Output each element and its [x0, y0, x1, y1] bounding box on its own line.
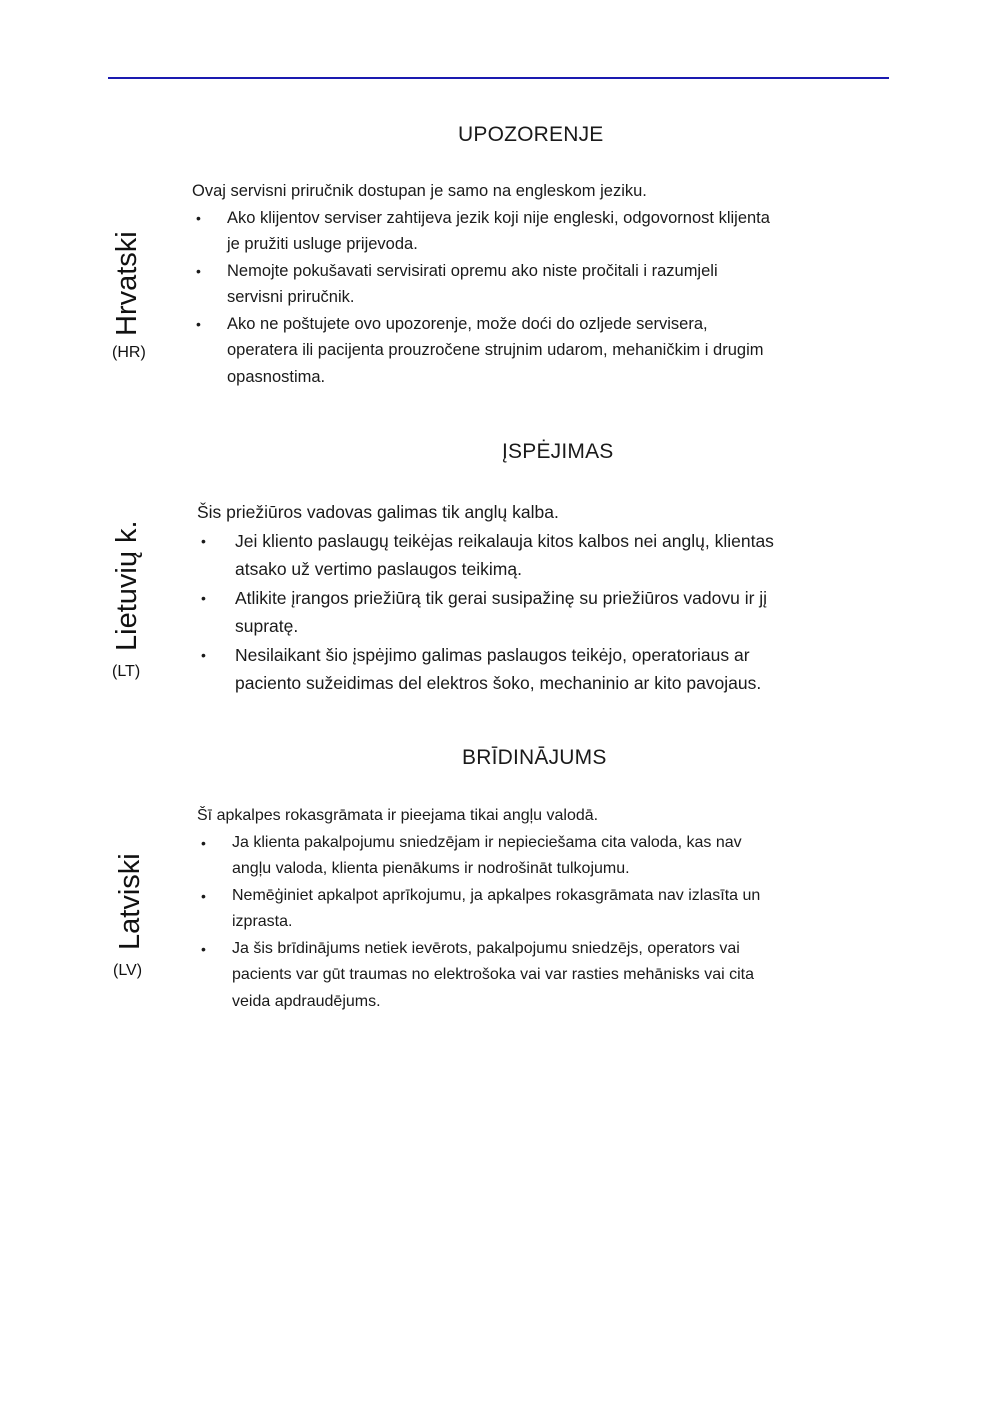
bullet-icon: • [201, 834, 206, 851]
list-item [192, 311, 892, 391]
language-code-label: (LT) [112, 663, 141, 680]
item-line: Ja šis brīdinājums netiek ievērots, pakalpojumu sniedzējs, operators vai [232, 939, 740, 957]
item-line: paciento sužeidimas del elektros šoko, mechaninio ar kito pavojaus. [235, 673, 762, 693]
list-item [197, 830, 897, 883]
warning-list [197, 527, 897, 698]
item-line: Atlikite įrangos priežiūrą tik gerai susipažinę su priežiūros vadovu ir jį [235, 587, 768, 608]
item-line: veida apdraudējums. [232, 992, 381, 1010]
warning-heading: BRĪDINĀJUMS [462, 746, 607, 769]
item-line: opasnostima. [227, 367, 326, 386]
language-code-label: (LV) [113, 962, 143, 979]
language-name-label: Latviski [114, 853, 146, 950]
item-line: izprasta. [232, 913, 293, 930]
warning-list [192, 205, 892, 391]
warning-intro: Šī apkalpes rokasgrāmata ir pieejama tikai angļu valodā. [197, 807, 599, 824]
bullet-icon: • [196, 209, 201, 226]
language-name-label: Lietuvių k. [111, 520, 143, 651]
language-name-label: Hrvatski [111, 231, 143, 336]
item-line: servisni priručnik. [227, 288, 355, 306]
item-line: Ja klienta pakalpojumu sniedzējam ir nepieciešama cita valoda, kas nav [232, 833, 742, 851]
item-line: supratę. [235, 616, 299, 636]
bullet-icon: • [201, 589, 206, 606]
item-line: Nemojte pokušavati servisirati opremu ako niste pročitali i razumjeli [227, 261, 718, 280]
warning-heading: ĮSPĖJIMAS [502, 440, 614, 463]
warning-intro: Šis priežiūros vadovas galimas tik anglų kalba. [197, 502, 559, 522]
header-rule [108, 77, 889, 79]
bullet-icon: • [196, 315, 201, 332]
bullet-icon: • [201, 887, 206, 904]
item-line: operatera ili pacijenta prouzročene strujnim udarom, mehaničkim i drugim [227, 341, 764, 359]
list-item [192, 205, 892, 258]
language-code-label: (HR) [112, 344, 146, 361]
bullet-icon: • [201, 646, 206, 663]
list-item [197, 883, 897, 936]
bullet-icon: • [196, 262, 201, 279]
list-item [197, 936, 897, 1016]
bullet-icon: • [201, 532, 206, 549]
bullet-icon: • [201, 940, 206, 957]
warning-intro: Ovaj servisni priručnik dostupan je samo na engleskom jeziku. [192, 182, 647, 200]
item-line: Ako klijentov serviser zahtijeva jezik koji nije engleski, odgovornost klijenta [227, 208, 770, 227]
item-line: atsako už vertimo paslaugos teikimą. [235, 559, 522, 579]
warning-heading: UPOZORENJE [458, 123, 604, 146]
list-item [197, 527, 897, 584]
item-line: Jei kliento paslaugų teikėjas reikalauja kitos kalbos nei anglų, klientas [235, 530, 774, 551]
item-line: Nesilaikant šio įspėjimo galimas paslaugos teikėjo, operatoriaus ar [235, 644, 750, 665]
warning-body [192, 178, 892, 390]
item-line: angļu valoda, klienta pienākums ir nodrošināt tulkojumu. [232, 860, 630, 877]
list-item [197, 641, 897, 698]
warning-body [197, 498, 897, 698]
item-line: Nemēģiniet apkalpot aprīkojumu, ja apkalpes rokasgrāmata nav izlasīta un [232, 886, 761, 904]
warning-body [197, 803, 897, 1015]
item-line: pacients var gūt traumas no elektrošoka vai var rasties mehānisks vai cita [232, 966, 755, 983]
item-line: Ako ne poštujete ovo upozorenje, može doći do ozljede servisera, [227, 314, 708, 333]
list-item [192, 258, 892, 311]
list-item [197, 584, 897, 641]
item-line: je pružiti usluge prijevoda. [227, 235, 418, 253]
warning-list [197, 830, 897, 1016]
